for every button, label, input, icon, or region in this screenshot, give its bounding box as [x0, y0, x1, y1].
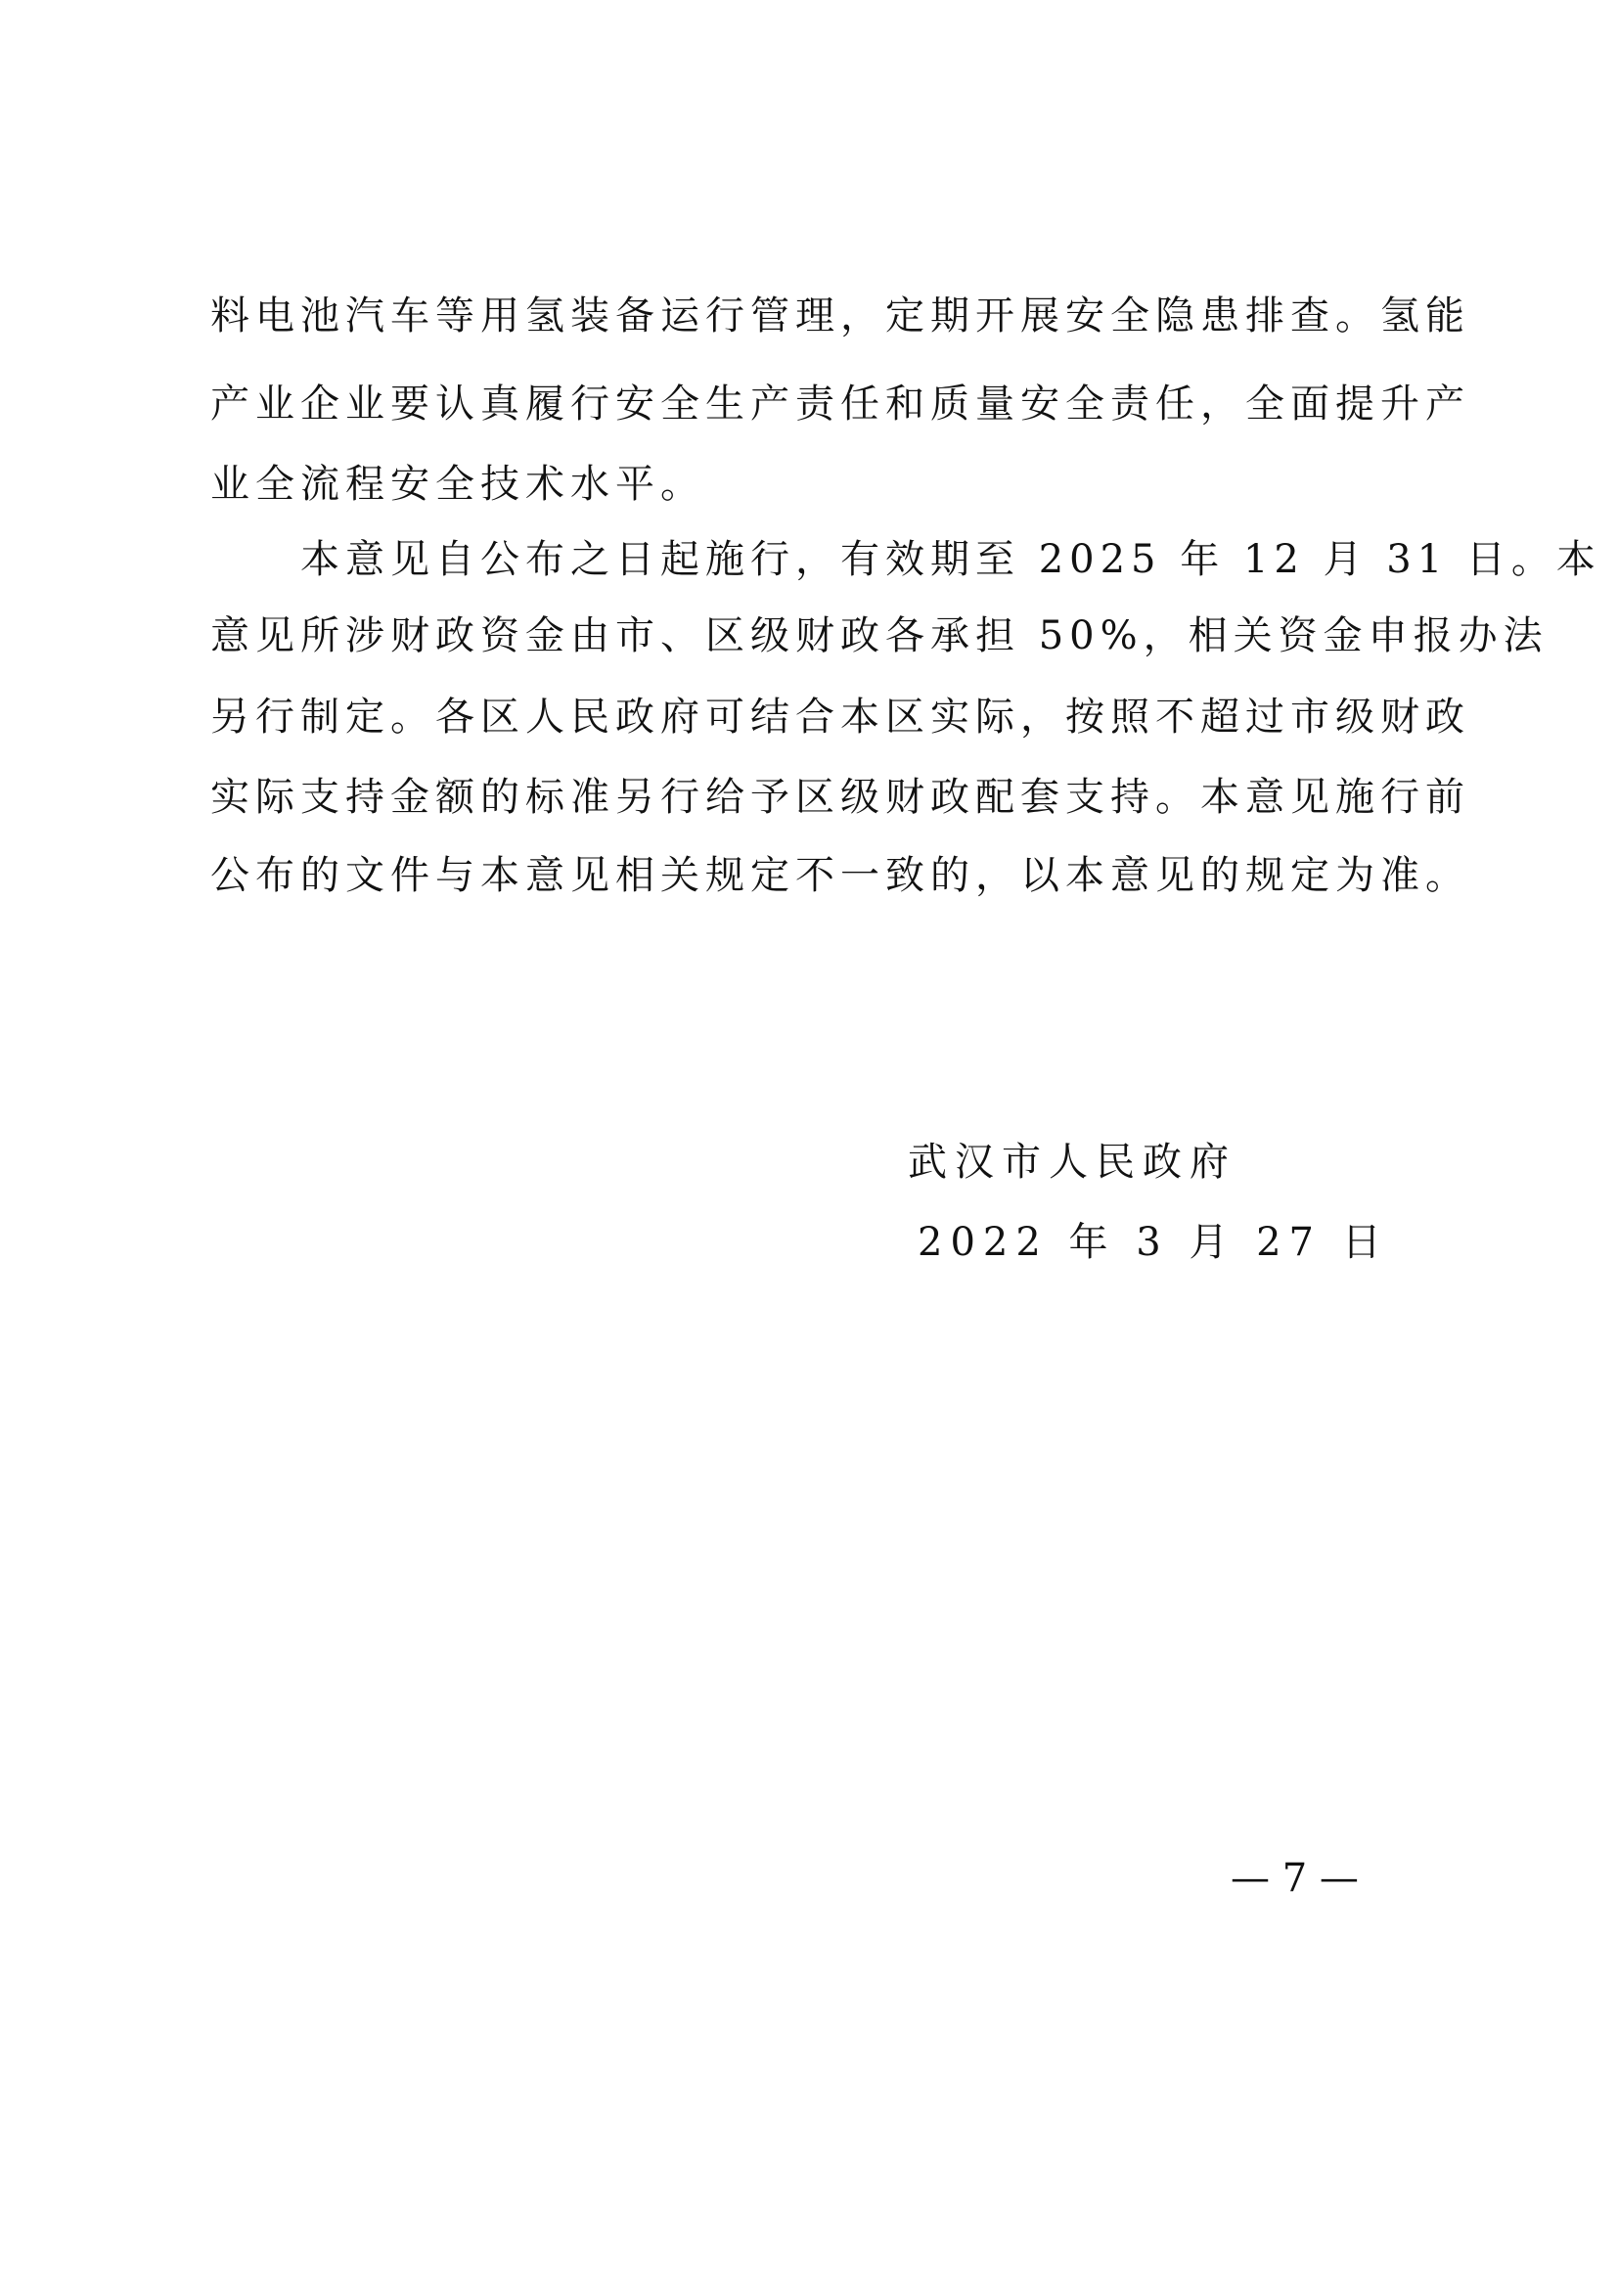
- page-number: — 7 —: [1231, 1856, 1359, 1901]
- paragraph-line: 产业企业要认真履行安全生产责任和质量安全责任，全面提升产: [210, 382, 1470, 427]
- paragraph-line: 料电池汽车等用氢装备运行管理，定期开展安全隐患排查。氢能: [210, 293, 1470, 338]
- paragraph-line: 意见所涉财政资金由市、区级财政各承担 50%，相关资金申报办法: [210, 613, 1549, 658]
- paragraph-line: 另行制定。各区人民政府可结合本区实际，按照不超过市级财政: [210, 695, 1470, 740]
- paragraph-line: 实际支持金额的标准另行给予区级财政配套支持。本意见施行前: [210, 775, 1470, 820]
- issuer-name: 武汉市人民政府: [908, 1140, 1236, 1185]
- issue-date: 2022 年 3 月 27 日: [918, 1220, 1389, 1265]
- paragraph-line: 业全流程安全技术水平。: [210, 462, 705, 507]
- paragraph-line: 公布的文件与本意见相关规定不一致的，以本意见的规定为准。: [210, 853, 1470, 898]
- paragraph-line: 本意见自公布之日起施行，有效期至 2025 年 12 月 31 日。本: [210, 537, 1601, 582]
